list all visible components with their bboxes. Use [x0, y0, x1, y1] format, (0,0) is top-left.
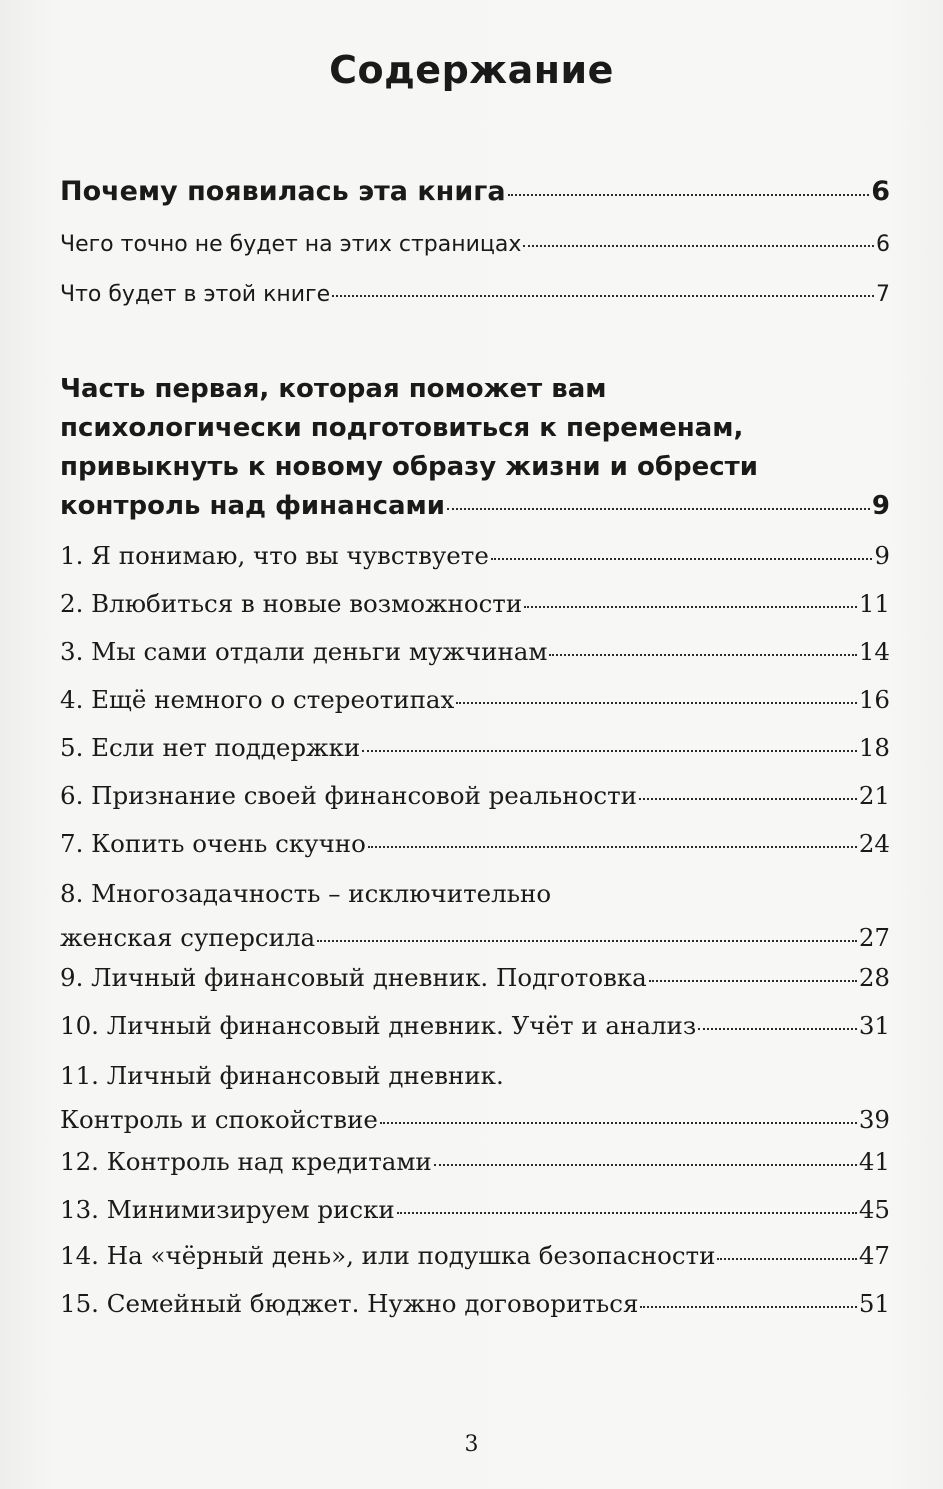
toc-entry-title: 7. Копить очень скучно: [60, 829, 366, 858]
leader-dots: [397, 1212, 857, 1214]
toc-entry-page: 27: [858, 923, 890, 952]
leader-dots: [649, 980, 857, 982]
part-title-line: психологически подготовиться к переменам,: [60, 413, 744, 443]
leader-dots: [698, 1028, 857, 1030]
toc-entry-part-one[interactable]: [60, 370, 890, 526]
toc-entry-chapter[interactable]: [60, 589, 890, 618]
leader-dots: [362, 750, 857, 752]
toc-entry-page: 16: [858, 685, 890, 714]
toc-entry-chapter[interactable]: [60, 1195, 890, 1224]
toc-entry-page: 45: [858, 1195, 890, 1224]
toc-entry-chapter[interactable]: [60, 685, 890, 714]
toc-entry-chapter[interactable]: [60, 1011, 890, 1040]
toc-entry-title: 3. Мы сами отдали деньги мужчинам: [60, 637, 548, 666]
toc-entry-page: 24: [858, 829, 890, 858]
toc-entry-page: 6: [876, 232, 890, 257]
toc-entry-title: женская суперсила: [60, 923, 316, 952]
leader-dots: [380, 1122, 857, 1124]
toc-entry-intro[interactable]: [60, 176, 890, 207]
toc-entry-included[interactable]: [60, 282, 890, 307]
leader-dots: [717, 1258, 856, 1260]
toc-entry-page: 9: [874, 541, 890, 570]
toc-entry-chapter[interactable]: [60, 872, 890, 960]
toc-entry-chapter[interactable]: [60, 637, 890, 666]
toc-entry-title: Чего точно не будет на этих страницах: [60, 232, 522, 257]
toc-entry-page: 31: [858, 1011, 890, 1040]
toc-entry-title: Почему появилась эта книга: [60, 176, 506, 207]
toc-entry-title-line: 11. Личный финансовый дневник.: [60, 1061, 504, 1090]
leader-dots: [639, 798, 857, 800]
toc-entry-page: 18: [858, 733, 890, 762]
toc-entry-title: Контроль и спокойствие: [60, 1105, 378, 1134]
toc-entry-title: 10. Личный финансовый дневник. Учёт и анализ: [60, 1011, 697, 1040]
toc-entry-title: 9. Личный финансовый дневник. Подготовка: [60, 963, 647, 992]
toc-entry-page: 41: [858, 1147, 890, 1176]
page-number: 3: [464, 1432, 479, 1457]
toc-entry-title: 5. Если нет поддержки: [60, 733, 361, 762]
leader-dots: [491, 558, 873, 560]
toc-entry-title: 4. Ещё немного о стереотипах: [60, 685, 455, 714]
toc-entry-title: Что будет в этой книге: [60, 282, 331, 307]
toc-entry-chapter[interactable]: [60, 963, 890, 992]
leader-dots: [549, 654, 856, 656]
part-title-line: Часть первая, которая поможет вам: [60, 374, 607, 404]
toc-entry-title: 6. Признание своей финансовой реальности: [60, 781, 637, 810]
toc-entry-page: 21: [858, 781, 890, 810]
leader-dots: [447, 508, 870, 510]
leader-dots: [332, 295, 874, 297]
toc-entry-page: 11: [858, 589, 890, 618]
toc-entry-chapter[interactable]: [60, 733, 890, 762]
toc-entry-page: 7: [876, 282, 890, 307]
page-title: Содержание: [329, 48, 614, 92]
toc-entry-chapter[interactable]: [60, 541, 890, 570]
toc-entry-title: 14. На «чёрный день», или подушка безопасности: [60, 1241, 716, 1270]
toc-entry-chapter[interactable]: [60, 1241, 890, 1270]
leader-dots: [523, 245, 874, 247]
toc-entry-page: 51: [858, 1289, 890, 1318]
toc-entry-not-included[interactable]: [60, 232, 890, 257]
toc-entry-page: 39: [858, 1105, 890, 1134]
toc-entry-page: 6: [871, 176, 890, 207]
toc-entry-title-line: 8. Многозадачность – исключительно: [60, 879, 552, 908]
leader-dots: [508, 194, 870, 196]
toc-entry-title: 2. Влюбиться в новые возможности: [60, 589, 523, 618]
toc-entry-title: 13. Минимизируем риски: [60, 1195, 395, 1224]
toc-entry-title: 15. Семейный бюджет. Нужно договориться: [60, 1289, 639, 1318]
toc-entry-page: 47: [858, 1241, 890, 1270]
leader-dots: [368, 846, 857, 848]
leader-dots: [640, 1306, 856, 1308]
leader-dots: [434, 1164, 857, 1166]
part-title-line: контроль над финансами: [60, 491, 446, 521]
toc-entry-chapter[interactable]: [60, 1054, 890, 1142]
toc-entry-chapter[interactable]: [60, 829, 890, 858]
toc-entry-title: 1. Я понимаю, что вы чувствуете: [60, 541, 489, 570]
toc-entry-title: 12. Контроль над кредитами: [60, 1147, 432, 1176]
toc-entry-page: 9: [871, 491, 890, 521]
toc-entry-page: 28: [858, 963, 890, 992]
toc-entry-chapter[interactable]: [60, 1289, 890, 1318]
toc-entry-chapter[interactable]: [60, 781, 890, 810]
part-title-line: привыкнуть к новому образу жизни и обрести: [60, 452, 758, 482]
leader-dots: [524, 606, 857, 608]
toc-entry-page: 14: [858, 637, 890, 666]
toc-entry-chapter[interactable]: [60, 1147, 890, 1176]
leader-dots: [456, 702, 856, 704]
leader-dots: [317, 940, 857, 942]
